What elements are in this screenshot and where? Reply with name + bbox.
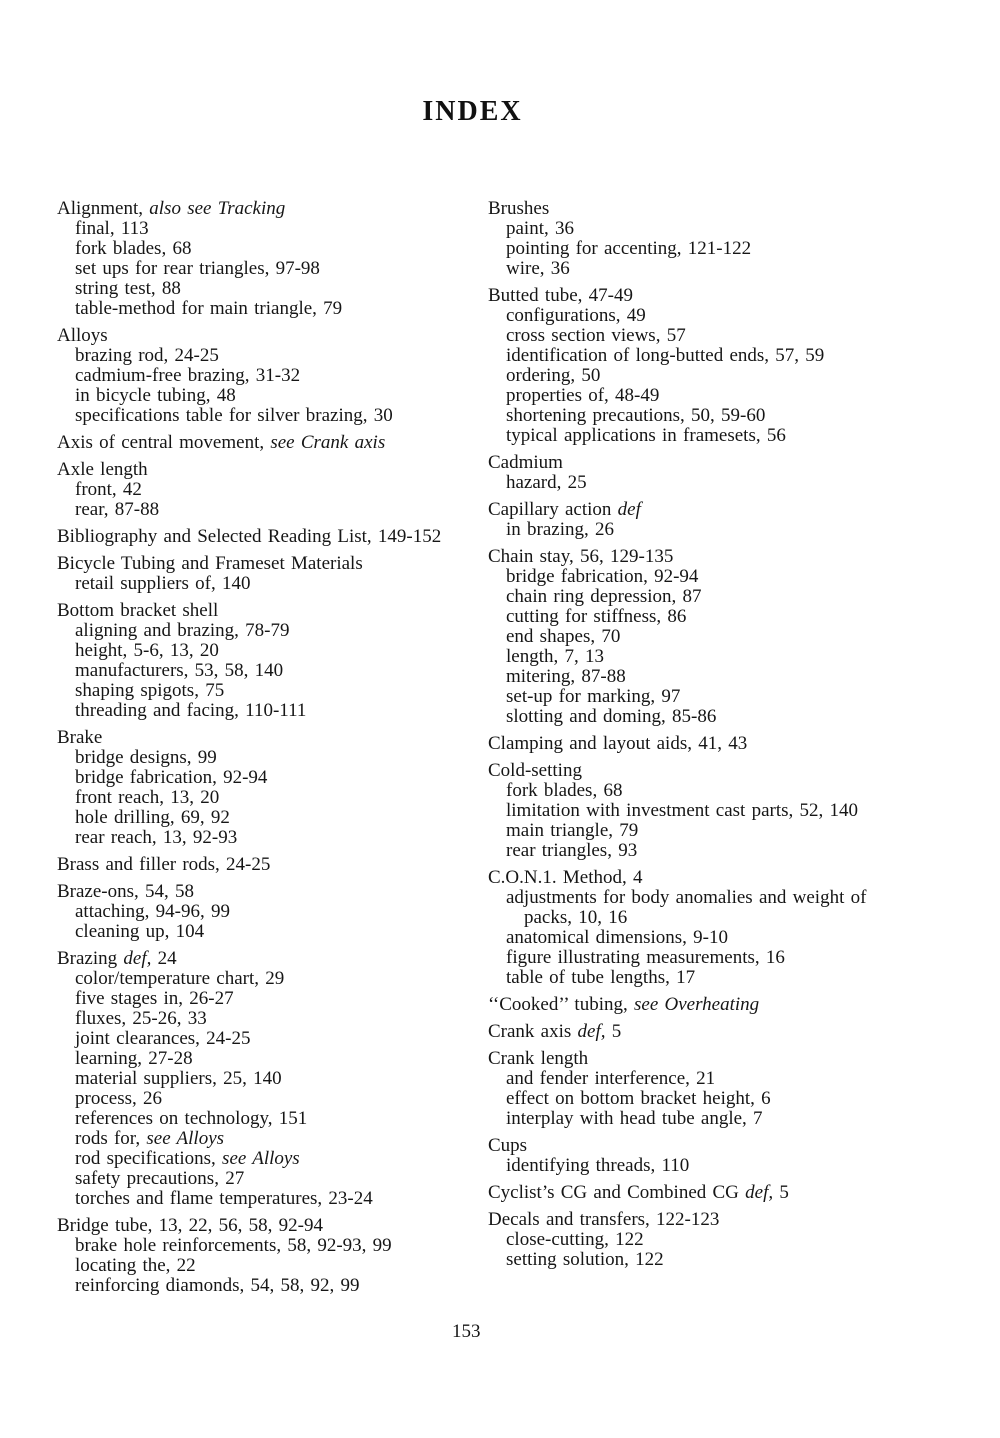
page-title: INDEX xyxy=(422,96,523,127)
entry-text: Cadmium xyxy=(488,452,563,473)
entry-text: properties of, 48-49 xyxy=(506,385,660,406)
index-entry-group xyxy=(57,601,487,721)
index-sub-entry xyxy=(57,406,487,426)
index-sub-entry xyxy=(488,781,978,801)
entry-text: Alloys xyxy=(57,325,108,346)
entry-text: setting solution, 122 xyxy=(506,1249,664,1270)
entry-text: main triangle, 79 xyxy=(506,820,639,841)
index-main-entry xyxy=(488,761,978,781)
entry-text: Braze-ons, 54, 58 xyxy=(57,881,195,902)
entry-text: ordering, 50 xyxy=(506,365,601,386)
index-sub-entry xyxy=(57,1069,487,1089)
entry-text: aligning and brazing, 78-79 xyxy=(75,620,290,641)
entry-text: Axle length xyxy=(57,459,148,480)
index-sub-entry xyxy=(57,279,487,299)
index-sub-entry xyxy=(57,386,487,406)
entry-text: adjustments for body anomalies and weight of xyxy=(506,887,867,908)
index-sub-entry xyxy=(57,902,487,922)
index-sub-entry xyxy=(57,808,487,828)
index-sub-entry xyxy=(488,1156,978,1176)
index-main-entry xyxy=(488,500,978,520)
entry-text: interplay with head tube angle, 7 xyxy=(506,1108,763,1129)
page-number: 153 xyxy=(452,1321,481,1342)
index-sub-entry xyxy=(57,480,487,500)
cross-reference-text: also see Tracking xyxy=(149,198,286,219)
index-entry-group xyxy=(488,995,978,1015)
entry-text: retail suppliers of, 140 xyxy=(75,573,251,594)
index-main-entry xyxy=(488,286,978,306)
entry-text: rear, 87-88 xyxy=(75,499,160,520)
index-sub-entry xyxy=(488,306,978,326)
index-sub-entry xyxy=(57,1049,487,1069)
index-entry-group xyxy=(57,882,487,942)
index-sub-entry xyxy=(488,928,978,948)
index-sub-entry xyxy=(57,989,487,1009)
entry-text: Brushes xyxy=(488,198,550,219)
index-sub-entry xyxy=(488,567,978,587)
index-entry-group xyxy=(488,500,978,540)
index-main-entry xyxy=(488,868,978,888)
index-entry-group xyxy=(57,855,487,875)
index-sub-entry xyxy=(488,426,978,446)
index-main-entry xyxy=(488,453,978,473)
entry-text: set-up for marking, 97 xyxy=(506,686,681,707)
index-sub-entry xyxy=(57,219,487,239)
index-sub-entry xyxy=(488,326,978,346)
entry-text: material suppliers, 25, 140 xyxy=(75,1068,282,1089)
index-sub-entry xyxy=(57,1089,487,1109)
entry-text: fork blades, 68 xyxy=(506,780,623,801)
index-main-entry xyxy=(57,728,487,748)
entry-text: length, 7, 13 xyxy=(506,646,604,667)
entry-text: Axis of central movement, xyxy=(57,432,271,453)
entry-text: references on technology, 151 xyxy=(75,1108,308,1129)
entry-text: brake hole reinforcements, 58, 92-93, 99 xyxy=(75,1235,392,1256)
entry-text: front reach, 13, 20 xyxy=(75,787,220,808)
index-sub-entry xyxy=(488,687,978,707)
entry-text: joint clearances, 24-25 xyxy=(75,1028,251,1049)
entry-text: Bicycle Tubing and Frameset Materials xyxy=(57,553,363,574)
index-sub-entry xyxy=(488,647,978,667)
index-entry-group xyxy=(488,1049,978,1129)
entry-text: fluxes, 25-26, 33 xyxy=(75,1008,207,1029)
index-sub-entry xyxy=(57,1009,487,1029)
entry-text: 5 xyxy=(611,1021,622,1042)
index-sub-entry xyxy=(57,681,487,701)
index-sub-entry xyxy=(488,801,978,821)
index-sub-entry xyxy=(57,969,487,989)
index-entry-group xyxy=(57,554,487,594)
index-sub-entry xyxy=(488,1089,978,1109)
entry-text: packs, 10, 16 xyxy=(524,907,628,928)
index-sub-entry xyxy=(488,841,978,861)
entry-text: Crank length xyxy=(488,1048,589,1069)
index-sub-entry xyxy=(488,707,978,727)
index-sub-entry xyxy=(57,1256,487,1276)
entry-text: hazard, 25 xyxy=(506,472,587,493)
entry-text: safety precautions, 27 xyxy=(75,1168,245,1189)
index-entry-group xyxy=(488,761,978,861)
cross-reference-text: see Overheating xyxy=(634,994,760,1015)
index-sub-entry xyxy=(57,788,487,808)
index-entry-group xyxy=(57,433,487,453)
entry-text: Crank axis xyxy=(488,1021,578,1042)
index-sub-entry xyxy=(488,219,978,239)
entry-text: configurations, 49 xyxy=(506,305,646,326)
entry-text: chain ring depression, 87 xyxy=(506,586,702,607)
index-sub-entry xyxy=(488,607,978,627)
index-sub-entry xyxy=(57,366,487,386)
entry-text: Decals and transfers, 122-123 xyxy=(488,1209,720,1230)
index-entry-group xyxy=(488,199,978,279)
index-sub-entry xyxy=(488,667,978,687)
index-main-entry xyxy=(57,326,487,346)
index-sub-entry xyxy=(57,828,487,848)
entry-text: Bridge tube, 13, 22, 56, 58, 92-94 xyxy=(57,1215,324,1236)
entry-text: limitation with investment cast parts, 52, 140 xyxy=(506,800,859,821)
index-main-entry xyxy=(57,199,487,219)
index-main-entry xyxy=(57,1216,487,1236)
entry-text: torches and flame temperatures, 23-24 xyxy=(75,1188,373,1209)
entry-text: paint, 36 xyxy=(506,218,574,239)
index-column-left xyxy=(57,199,487,1303)
index-entry-group xyxy=(57,527,487,547)
index-sub-entry xyxy=(57,299,487,319)
entry-text: Clamping and layout aids, 41, 43 xyxy=(488,733,748,754)
entry-text: identifying threads, 110 xyxy=(506,1155,690,1176)
entry-text: learning, 27-28 xyxy=(75,1048,193,1069)
index-sub-entry xyxy=(57,1189,487,1209)
index-main-entry xyxy=(57,527,487,547)
entry-text: close-cutting, 122 xyxy=(506,1229,644,1250)
entry-text: Butted tube, 47-49 xyxy=(488,285,633,306)
index-sub-entry xyxy=(488,948,978,968)
entry-text: end shapes, 70 xyxy=(506,626,621,647)
entry-text: height, 5-6, 13, 20 xyxy=(75,640,219,661)
index-entry-group xyxy=(488,1022,978,1042)
index-sub-entry xyxy=(57,1149,487,1169)
index-main-entry xyxy=(57,882,487,902)
index-entry-group xyxy=(488,547,978,727)
index-entry-group xyxy=(488,453,978,493)
entry-text: Cups xyxy=(488,1135,528,1156)
entry-text: attaching, 94-96, 99 xyxy=(75,901,230,922)
entry-text: table-method for main triangle, 79 xyxy=(75,298,343,319)
entry-text: Bottom bracket shell xyxy=(57,600,219,621)
index-main-entry xyxy=(57,601,487,621)
entry-text: front, 42 xyxy=(75,479,142,500)
entry-text: Chain stay, 56, 129-135 xyxy=(488,546,674,567)
index-entry-group xyxy=(57,728,487,848)
entry-text: Brake xyxy=(57,727,103,748)
index-main-entry xyxy=(57,855,487,875)
entry-text: in bicycle tubing, 48 xyxy=(75,385,236,406)
entry-text: 5 xyxy=(779,1182,789,1203)
entry-text: 24 xyxy=(157,948,177,969)
entry-text: cadmium-free brazing, 31-32 xyxy=(75,365,301,386)
index-sub-entry xyxy=(488,259,978,279)
index-entry-group xyxy=(488,286,978,446)
index-sub-entry xyxy=(57,768,487,788)
index-main-entry xyxy=(488,734,978,754)
entry-text: locating the, 22 xyxy=(75,1255,196,1276)
index-entry-group xyxy=(57,949,487,1209)
entry-text: color/temperature chart, 29 xyxy=(75,968,285,989)
index-sub-entry xyxy=(57,1276,487,1296)
index-sub-entry xyxy=(57,1129,487,1149)
index-entry-group xyxy=(57,1216,487,1296)
index-sub-entry xyxy=(488,473,978,493)
index-sub-entry xyxy=(57,1169,487,1189)
index-entry-group xyxy=(488,1136,978,1176)
index-sub-entry xyxy=(57,701,487,721)
entry-text: pointing for accenting, 121-122 xyxy=(506,238,752,259)
index-main-entry xyxy=(488,1136,978,1156)
entry-text: hole drilling, 69, 92 xyxy=(75,807,230,828)
index-main-entry xyxy=(488,1049,978,1069)
entry-text: rear triangles, 93 xyxy=(506,840,638,861)
index-entry-group xyxy=(57,199,487,319)
cross-reference-text: see Crank axis xyxy=(270,432,386,453)
index-sub-entry xyxy=(57,922,487,942)
index-sub-entry xyxy=(57,1236,487,1256)
index-sub-entry xyxy=(488,386,978,406)
entry-text: typical applications in framesets, 56 xyxy=(506,425,786,446)
index-entry-group xyxy=(57,326,487,426)
index-entry-group xyxy=(488,734,978,754)
entry-text: in brazing, 26 xyxy=(506,519,615,540)
index-sub-entry xyxy=(488,239,978,259)
entry-text: Brass and filler rods, 24-25 xyxy=(57,854,271,875)
entry-text: mitering, 87-88 xyxy=(506,666,626,687)
index-continuation-line xyxy=(488,908,978,928)
index-main-entry xyxy=(57,949,487,969)
cross-reference-text: see Alloys xyxy=(146,1128,225,1149)
index-sub-entry xyxy=(57,621,487,641)
entry-text: cross section views, 57 xyxy=(506,325,686,346)
entry-text: Capillary action xyxy=(488,499,618,520)
entry-text: Brazing xyxy=(57,948,124,969)
index-sub-entry xyxy=(488,888,978,908)
index-main-entry xyxy=(488,547,978,567)
index-sub-entry xyxy=(488,821,978,841)
entry-text: table of tube lengths, 17 xyxy=(506,967,696,988)
entry-text: five stages in, 26-27 xyxy=(75,988,234,1009)
index-entry-group xyxy=(488,1210,978,1270)
entry-text: specifications table for silver brazing, 30 xyxy=(75,405,393,426)
entry-text: slotting and doming, 85-86 xyxy=(506,706,717,727)
index-main-entry xyxy=(488,1183,978,1203)
index-main-entry xyxy=(488,199,978,219)
index-main-entry xyxy=(57,460,487,480)
entry-text: set ups for rear triangles, 97-98 xyxy=(75,258,320,279)
index-sub-entry xyxy=(57,500,487,520)
entry-text: bridge designs, 99 xyxy=(75,747,217,768)
index-sub-entry xyxy=(57,661,487,681)
cross-reference-text: def, xyxy=(123,948,158,969)
entry-text: and fender interference, 21 xyxy=(506,1068,716,1089)
entry-text: Cyclist’s CG and Combined CG xyxy=(488,1182,746,1203)
index-main-entry xyxy=(488,995,978,1015)
entry-text: Alignment, xyxy=(57,198,150,219)
index-sub-entry xyxy=(488,346,978,366)
entry-text: brazing rod, 24-25 xyxy=(75,345,219,366)
index-sub-entry xyxy=(57,574,487,594)
index-sub-entry xyxy=(57,748,487,768)
entry-text: bridge fabrication, 92-94 xyxy=(75,767,268,788)
entry-text: final, 113 xyxy=(75,218,149,239)
index-sub-entry xyxy=(488,1250,978,1270)
entry-text: cleaning up, 104 xyxy=(75,921,205,942)
index-sub-entry xyxy=(488,366,978,386)
entry-text: effect on bottom bracket height, 6 xyxy=(506,1088,771,1109)
entry-text: shortening precautions, 50, 59-60 xyxy=(506,405,766,426)
entry-text: Bibliography and Selected Reading List, 149-152 xyxy=(57,526,442,547)
entry-text: process, 26 xyxy=(75,1088,162,1109)
cross-reference-text: def, xyxy=(745,1182,780,1203)
index-sub-entry xyxy=(488,1109,978,1129)
index-entry-group xyxy=(488,868,978,988)
index-column-right xyxy=(488,199,978,1277)
entry-text: figure illustrating measurements, 16 xyxy=(506,947,785,968)
entry-text: rods for, xyxy=(75,1128,147,1149)
entry-text: rear reach, 13, 92-93 xyxy=(75,827,238,848)
cross-reference-text: see Alloys xyxy=(222,1148,300,1169)
entry-text: rod specifications, xyxy=(75,1148,223,1169)
index-sub-entry xyxy=(488,520,978,540)
entry-text: threading and facing, 110-111 xyxy=(75,700,307,721)
entry-text: identification of long-butted ends, 57, 59 xyxy=(506,345,825,366)
index-sub-entry xyxy=(488,1069,978,1089)
index-sub-entry xyxy=(488,627,978,647)
index-sub-entry xyxy=(57,641,487,661)
entry-text: anatomical dimensions, 9-10 xyxy=(506,927,728,948)
cross-reference-text: def xyxy=(617,499,641,520)
entry-text: ‘‘Cooked’’ tubing, xyxy=(488,994,634,1015)
entry-text: bridge fabrication, 92-94 xyxy=(506,566,699,587)
index-sub-entry xyxy=(57,1029,487,1049)
entry-text: string test, 88 xyxy=(75,278,181,299)
index-main-entry xyxy=(488,1022,978,1042)
cross-reference-text: def, xyxy=(577,1021,612,1042)
index-sub-entry xyxy=(488,968,978,988)
index-sub-entry xyxy=(57,346,487,366)
index-sub-entry xyxy=(57,239,487,259)
index-entry-group xyxy=(57,460,487,520)
index-main-entry xyxy=(488,1210,978,1230)
index-sub-entry xyxy=(57,259,487,279)
index-sub-entry xyxy=(488,1230,978,1250)
entry-text: C.O.N.1. Method, 4 xyxy=(488,867,643,888)
index-sub-entry xyxy=(57,1109,487,1129)
index-sub-entry xyxy=(488,587,978,607)
entry-text: manufacturers, 53, 58, 140 xyxy=(75,660,284,681)
entry-text: wire, 36 xyxy=(506,258,570,279)
index-sub-entry xyxy=(488,406,978,426)
entry-text: reinforcing diamonds, 54, 58, 92, 99 xyxy=(75,1275,360,1296)
index-main-entry xyxy=(57,433,487,453)
entry-text: Cold-setting xyxy=(488,760,582,781)
entry-text: shaping spigots, 75 xyxy=(75,680,225,701)
index-entry-group xyxy=(488,1183,978,1203)
entry-text: cutting for stiffness, 86 xyxy=(506,606,687,627)
entry-text: fork blades, 68 xyxy=(75,238,192,259)
index-main-entry xyxy=(57,554,487,574)
